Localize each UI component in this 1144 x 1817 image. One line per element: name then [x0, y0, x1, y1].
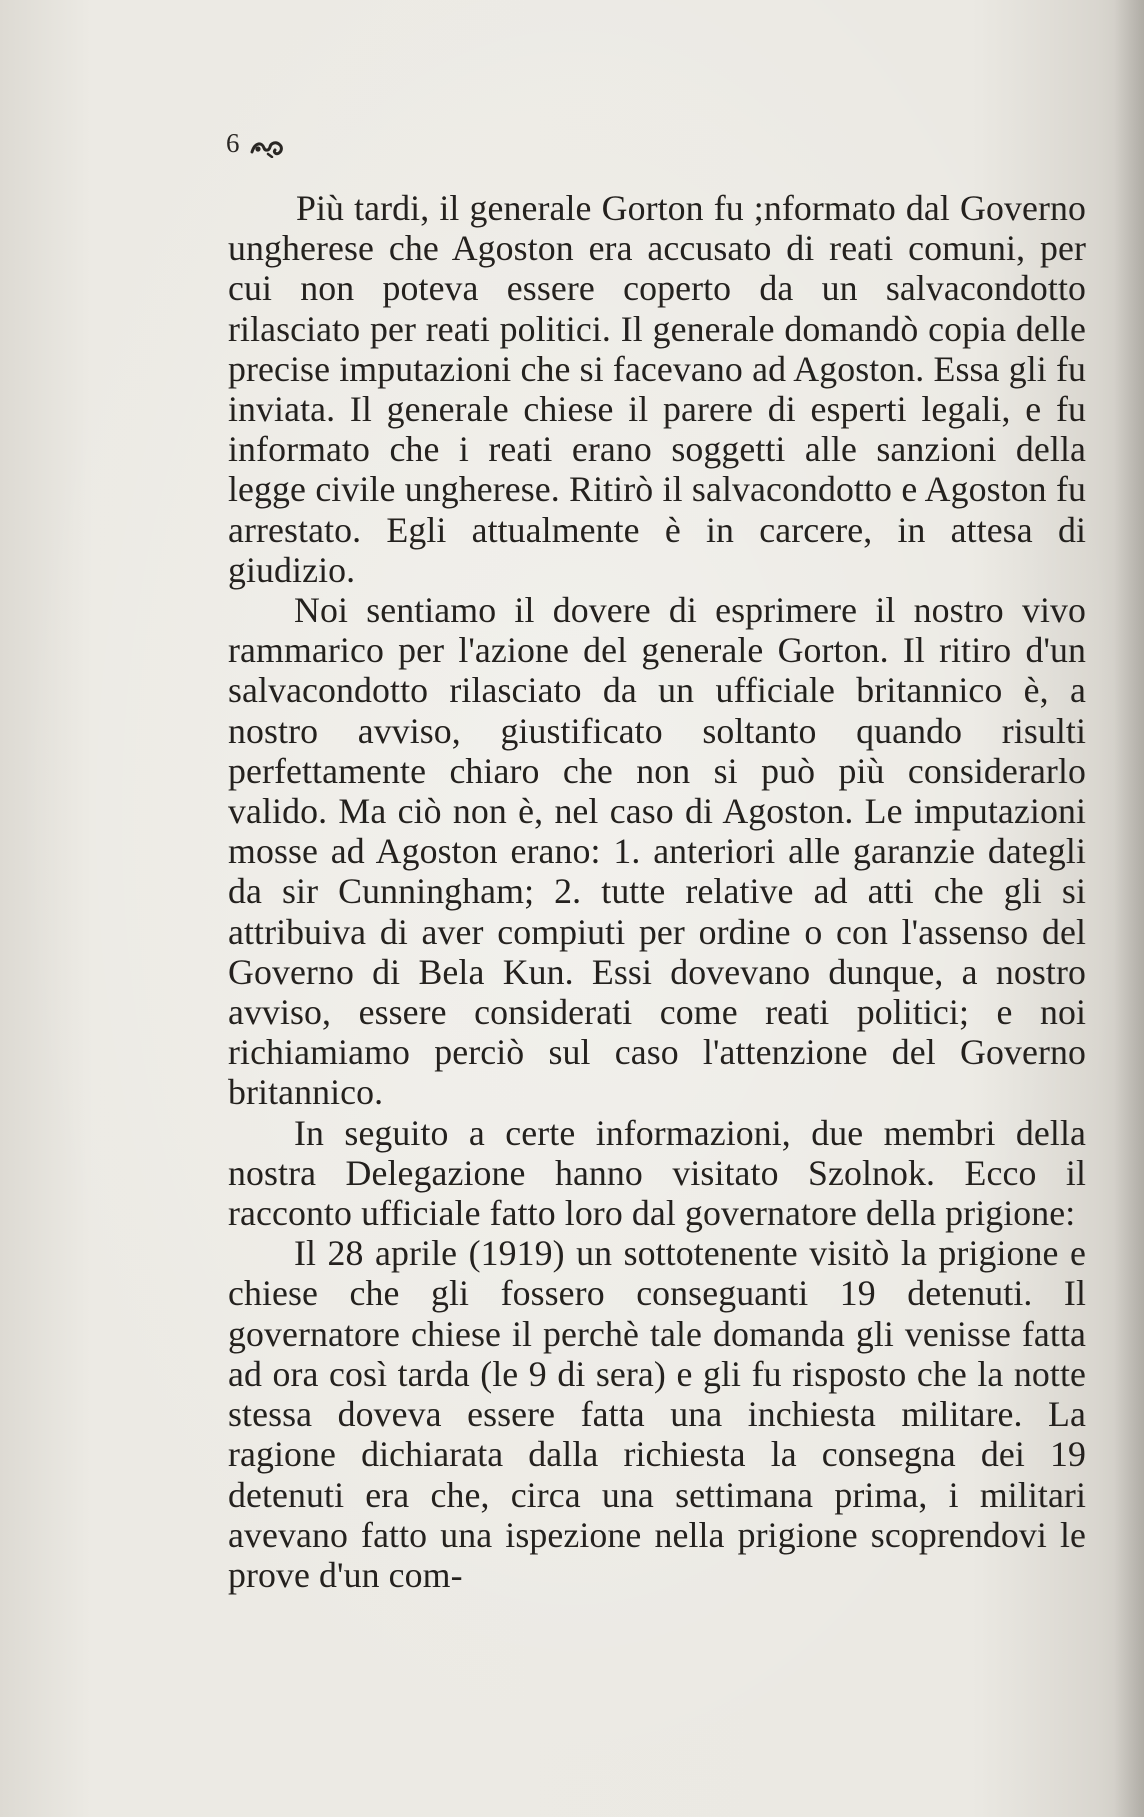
page-number: 6	[226, 128, 240, 158]
leaf-ornament-icon	[250, 134, 284, 154]
page-header	[226, 128, 284, 159]
main-text	[228, 188, 1086, 1595]
paragraph-3: In seguito a certe informazioni, due membri della nostra Delegazione hanno visitato Szolnok. Ecco il racconto ufficiale fatto loro dal governatore della prigione:	[228, 1112, 1086, 1234]
paragraph-4: Il 28 aprile (1919) un sottotenente visitò la prigione e chiese che gli fossero conseguanti 19 detenuti. Il governatore chiese il perchè tale domanda gli venisse fatta ad ora così tarda (le 9 di sera) e gli fu risposto che la notte stessa doveva essere fatta una inchiesta militare. La ragione dichiarata dalla richiesta la consegna dei 19 detenuti era che, circa una settimana prima, i militari avevano fatto una ispezione nella prigione scoprendovi le prove d'un com-	[228, 1233, 1086, 1595]
paragraph-2: Noi sentiamo il dovere di esprimere il nostro vivo rammarico per l'azione del generale Gorton. Il ritiro d'un salvacondotto rilasciato da un ufficiale britannico è, a nostro avviso, giustificato soltanto quando risulti perfettamente chiaro che non si può più considerarlo valido. Ma ciò non è, nel caso di Agoston. Le imputazioni mosse ad Agoston erano: 1. anteriori alle garanzie dategli da sir Cunningham; 2. tutte relative ad atti che gli si attribuiva di aver compiuti per ordine o con l'assenso del Governo di Bela Kun. Essi dovevano dunque, a nostro avviso, essere considerati come reati politici; e noi richiamiamo perciò sul caso l'attenzione del Governo britannico.	[228, 590, 1086, 1113]
paragraph-1: Più tardi, il generale Gorton fu ;nformato dal Governo ungherese che Agoston era accusato di reati comuni, per cui non poteva essere coperto da un salvacondotto rilasciato per reati politici. Il generale domandò copia delle precise imputazioni che si facevano ad Agoston. Essa gli fu inviata. Il generale chiese il parere di esperti legali, e fu informato che i reati erano soggetti alle sanzioni della legge civile ungherese. Ritirò il salvacondotto e Agoston fu arrestato. Egli attualmente è in carcere, in attesa di giudizio.	[228, 188, 1086, 590]
